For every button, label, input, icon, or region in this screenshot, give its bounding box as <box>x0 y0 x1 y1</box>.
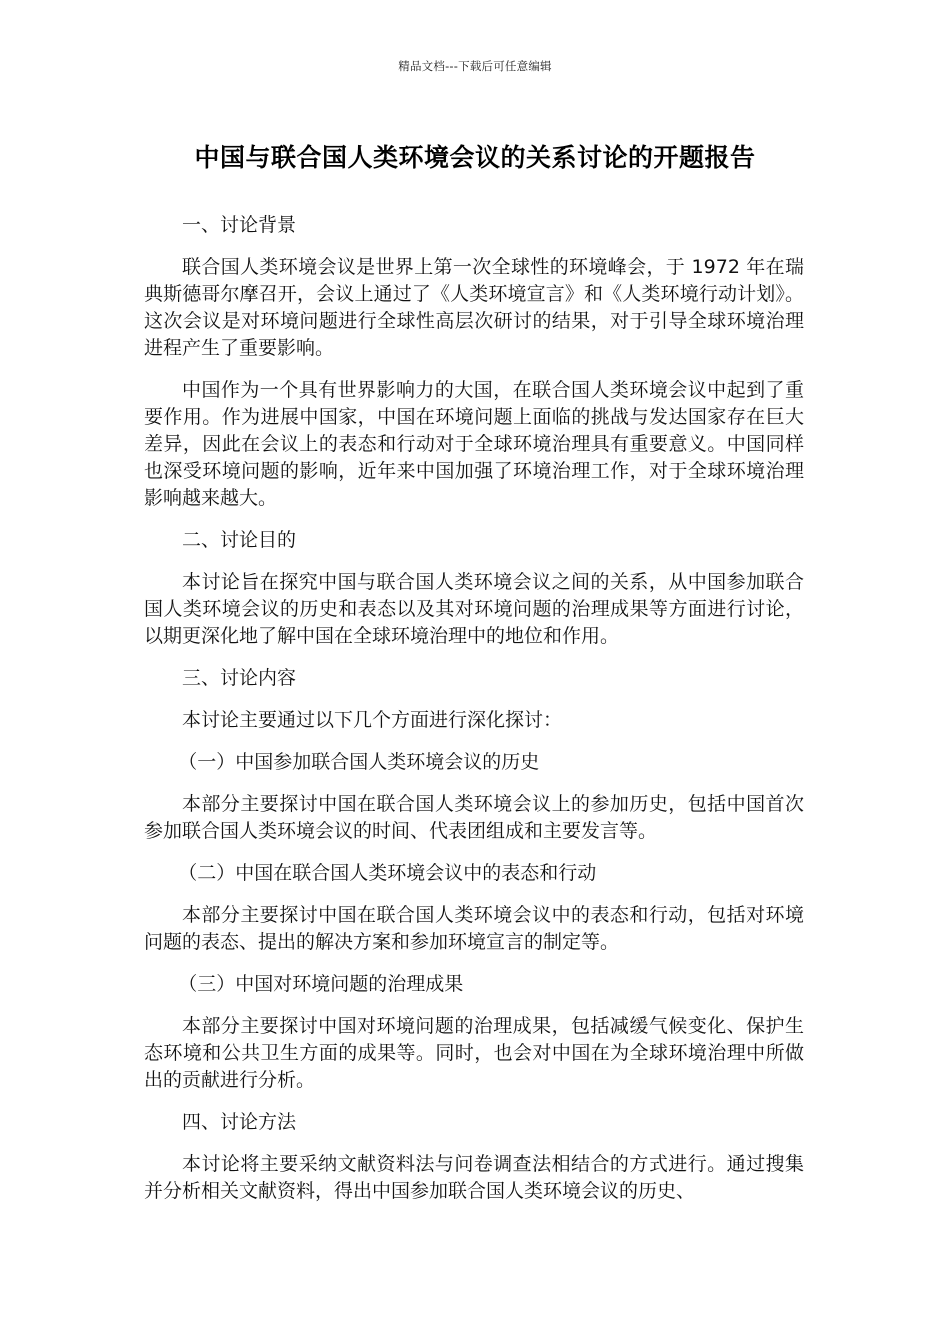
document-title: 中国与联合国人类环境会议的关系讨论的开题报告 <box>194 143 756 172</box>
paragraph-background-2: 中国作为一个具有世界影响力的大国，在联合国人类环境会议中起到了重要作用。作为进展中国家，中国在环境问题上面临的挑战与发达国家存在巨大差异，因此在会议上的表态和行动对于全球环境治理具有重要意义。中国同样也深受环境问题的影响，近年来中国加强了环境治理工作，对于全球环境治理影响越来越大。 <box>144 379 804 509</box>
subheading-history: （一）中国参加联合国人类环境会议的历史 <box>178 751 540 773</box>
paragraph-method: 本讨论将主要采纳文献资料法与问卷调查法相结合的方式进行。通过搜集并分析相关文献资料，得出中国参加联合国人类环境会议的历史、 <box>144 1153 804 1202</box>
paragraph-purpose: 本讨论旨在探究中国与联合国人类环境会议之间的关系，从中国参加联合国人类环境会议的历史和表态以及其对环境问题的治理成果等方面进行讨论，以期更深化地了解中国在全球环境治理中的地位和作用。 <box>144 571 804 647</box>
document-body <box>144 212 804 1220</box>
subheading-governance: （三）中国对环境问题的治理成果 <box>178 973 464 995</box>
section-heading-background: 一、讨论背景 <box>182 214 297 236</box>
section-heading-purpose: 二、讨论目的 <box>182 529 297 551</box>
paragraph-content-intro: 本讨论主要通过以下几个方面进行深化探讨： <box>182 709 563 731</box>
paragraph-stance: 本部分主要探讨中国在联合国人类环境会议中的表态和行动，包括对环境问题的表态、提出的解决方案和参加环境宣言的制定等。 <box>144 904 804 953</box>
section-heading-method: 四、讨论方法 <box>182 1111 297 1133</box>
paragraph-background-1: 联合国人类环境会议是世界上第一次全球性的环境峰会，于 1972 年在瑞典斯德哥尔摩召开，会议上通过了《人类环境宣言》和《人类环境行动计划》。这次会议是对环境问题进行全球性高层次研讨的结果，对于引导全球环境治理进程产生了重要影响。 <box>144 256 804 359</box>
paragraph-governance: 本部分主要探讨中国对环境问题的治理成果，包括减缓气候变化、保护生态环境和公共卫生方面的成果等。同时，也会对中国在为全球环境治理中所做出的贡献进行分析。 <box>144 1015 804 1091</box>
paragraph-history: 本部分主要探讨中国在联合国人类环境会议上的参加历史，包括中国首次参加联合国人类环境会议的时间、代表团组成和主要发言等。 <box>144 793 804 842</box>
subheading-stance: （二）中国在联合国人类环境会议中的表态和行动 <box>178 862 597 884</box>
header-note: 精品文档---下载后可任意编辑 <box>398 59 552 73</box>
section-heading-content: 三、讨论内容 <box>182 667 297 689</box>
